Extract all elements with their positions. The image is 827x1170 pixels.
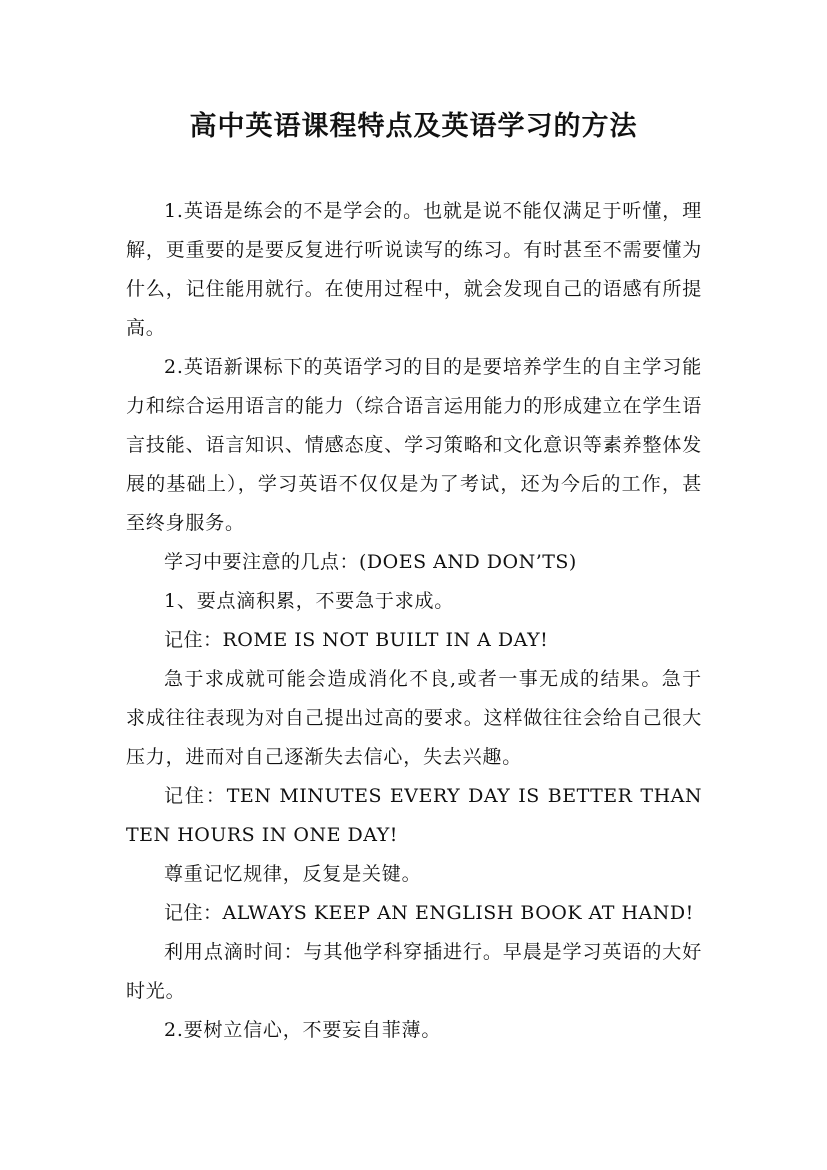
paragraph-memory: 尊重记忆规律，反复是关键。 — [164, 863, 422, 885]
paragraph-point-2: 2.要树立信心，不要妄自菲薄。 — [164, 1019, 442, 1041]
paragraph-2: 2.英语新课标下的英语学习的目的是要培养学生的自主学习能力和综合运用语言的能力（综合语言运用能力的形成建立在学生语言技能、语言知识、情感态度、学习策略和文化意识等素养整体发展的基础上），学习英语不仅仅是为了考试，还为今后的工作，甚至终身服务。 — [126, 356, 702, 534]
paragraph-haste: 急于求成就可能会造成消化不良,或者一事无成的结果。急于求成往往表现为对自己提出过高的要求。这样做往往会给自己很大压力，进而对自己逐渐失去信心，失去兴趣。 — [126, 668, 702, 768]
paragraph-remember-1: 记住：ROME IS NOT BUILT IN A DAY! — [164, 629, 549, 651]
paragraph-point-1: 1、要点滴积累，不要急于求成。 — [164, 590, 455, 612]
page-title: 高中英语课程特点及英语学习的方法 — [189, 111, 638, 142]
paragraph-1: 1.英语是练会的不是学会的。也就是说不能仅满足于听懂，理解，更重要的是要反复进行听说读写的练习。有时甚至不需要懂为什么，记住能用就行。在使用过程中，就会发现自己的语感有所提高。 — [126, 200, 702, 339]
paragraph-remember-2: 记住：TEN MINUTES EVERY DAY IS BETTER THAN TEN HOURS IN ONE DAY! — [126, 785, 702, 846]
paragraph-remember-3: 记住：ALWAYS KEEP AN ENGLISH BOOK AT HAND! — [164, 902, 694, 924]
paragraph-time: 利用点滴时间：与其他学科穿插进行。早晨是学习英语的大好时光。 — [126, 941, 702, 1002]
paragraph-notes-heading: 学习中要注意的几点：(DOES AND DON’TS) — [164, 551, 577, 573]
document-body — [126, 192, 702, 1050]
